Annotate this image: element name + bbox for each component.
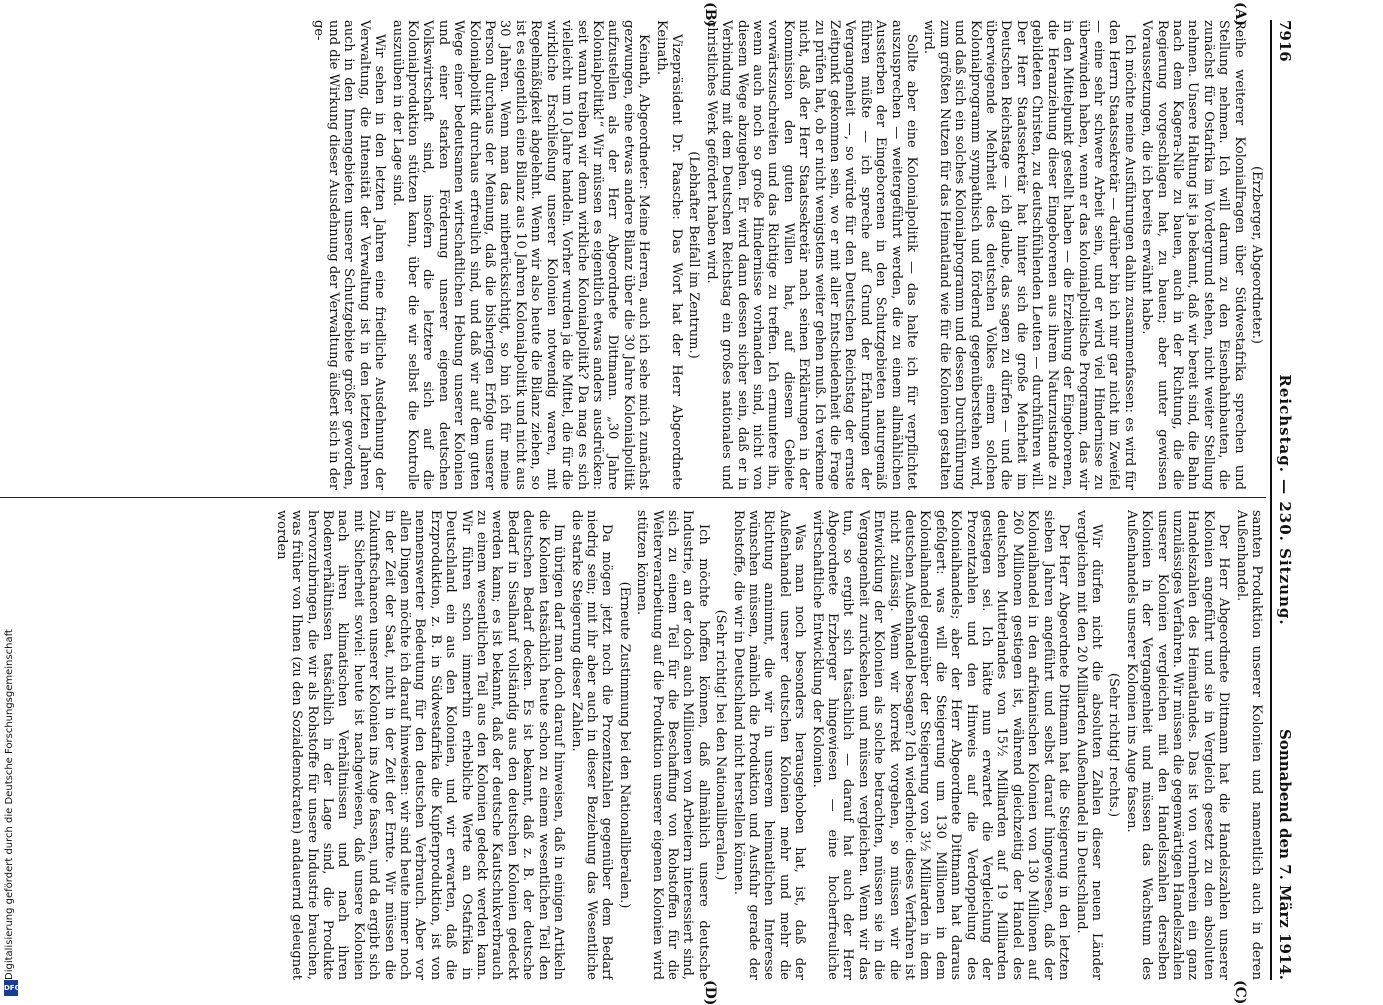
paragraph: samten Produktion unserer Kolonien und namentlich auch in deren Außenhandel. xyxy=(1233,510,1264,980)
paragraph: Da mögen jetzt noch die Prozentzahlen gegenüber dem Bedarf niedrig sein; mit ihr aber auch in dieser Beziehung das Wesentliche die starke Steigerung dieser Zahlen. xyxy=(568,510,615,980)
margin-marker-b: (B) xyxy=(702,2,718,28)
interjection: (Sehr richtig! bei den Nationalliberalen.) xyxy=(713,609,729,881)
paragraph: Was man noch besonders herausgehoben hat, ist, daß der Außenhandel unserer deutschen Kolonien mehr und mehr die Richtung annimmt, die wir in unserem heimatlichen Interesse wünschen müssen, nämlich die Produktion und Ausfuhr gerade der Rohstoffe, die wir in Deutschland nicht herstellen können. xyxy=(730,510,808,980)
paragraph: Sollte aber eine Kolonialpolitik — das halte ich für verpflichtet auszusprechen — weitergeführt werden, die zu einem allmählichen Aussterben der Eingeborenen in den Schutzgebieten naturgemäß führen müßte — ich spreche auf Grund der Erfahrungen der Vergangenheit —, so würde für den Deutschen Reichstag der ernste Zeitpunkt gekommen sein, wo er mit aller Entschiedenheit die Frage zu prüfen hat, ob er nicht wenigstens weiter gehen muß. Ich verkenne nicht, daß der Herr Staatssekretär nach seinen Erklärungen in der Kommission den guten Willen hat, auf diesem Gebiete vorwärtszuschreiten und das Richtige zu treffen. Ich ermuntere ihn, wenn auch noch so große Hindernisse vorhanden sind, nicht von diesem Wege abzugehen. Er wird dann dessen sicher sein, daß er in Verbindung mit dem Deutschen Reichstag ein großes nationales und christliches Werk gefördert haben wird. xyxy=(703,20,920,490)
session-date: Sonnabend den 7. März 1914. xyxy=(1276,729,1294,980)
interjection: (Erneute Zustimmung bei den Nationalliberalen.) xyxy=(616,581,632,909)
margin-marker-a: (A) xyxy=(1232,2,1248,27)
header-rule xyxy=(1270,20,1272,980)
margin-marker-d: (D) xyxy=(702,980,718,1005)
paragraph: Wir dürfen nicht die absoluten Zahlen dieser neuen Länder vergleichen mit den 20 Milliarden Außenhandel in Deutschland. xyxy=(1073,510,1104,980)
left-column xyxy=(9,20,1264,490)
paragraph: Der Herr Abgeordnete Dittmann hat die Handelszahlen unserer Kolonien angeführt und sie in Vergleich gesetzt zu den absoluten Handelszahlen des Heimatlandes. Das ist von vornherein ein ganz unzulässiges Verfahren. Wir müssen die gegenwärtigen Handelszahlen unserer Kolonien vergleichen mit den Handelszahlen derselben Kolonien in der Vergangenheit und müssen das Wachstum des Außenhandels unserer Kolonien ins Auge fassen. xyxy=(1123,510,1232,980)
digitization-footer xyxy=(4,600,20,998)
digitization-note: Digitalisierung gefördert durch die Deutsche Forschungsgemeinschaft xyxy=(4,629,15,980)
paragraph: Ich möchte meine Ausführungen dahin zusammenfassen: es wird für den Herrn Staatssekretär — darüber bin ich mir gar nicht im Zweifel — eine sehr schwere Arbeit sein, und er wird viel Hindernisse zu überwinden haben, wenn er das kolonialpolitische Programm, das wir in den Mittelpunkt gestellt haben — die Erziehung der Eingeborenen, die Heranziehung dieser Eingeborenen aus ihrem Naturzustande zu gebildeten Christen, zu deutschfühlenden Leuten — durchführen will. Der Herr Staatssekretär hat hinter sich die große Mehrheit im Deutschen Reichstage — ich glaube, das sagen zu dürfen — und die überwiegende Mehrheit des deutschen Volkes einem solchen Kolonialprogramm sympathisch und fördernd gegenüberstehen wird, und daß sich ein solches Kolonialprogramm und dessen Durchführung zum größten Nutzen für das Heimatland wie für die Kolonien gestalten wird. xyxy=(921,20,1137,490)
speaker-continuation: (Erzberger, Abgeordneter.) xyxy=(1249,166,1264,344)
paragraph: Keinath, Abgeordneter: Meine Herren, auch ich sehe mich zunächst gezwungen, eine etwas andere Bilanz über die 30 Jahre Kolonialpolitik aufzustellen als der Herr Abgeordnete Dittmann. „30 Jahre Kolonialpolitik!“ Wir müssen es eigentlich etwas anders ausdrücken: seit wann treiben wir denn wirkliche Kolonialpolitik? Da mag es sich vielleicht um 10 Jahre handeln. Vorher wurden ja die Mittel, die für die wirkliche Erschließung unserer Kolonien notwendig waren, mit Regelmäßigkeit abgelehnt. Wenn wir also heute die Bilanz ziehen, so ist es eigentlich eine Bilanz aus 10 Jahren Kolonialpolitik und nicht aus 30 Jahren. Wenn man das mitberücksichtigt, so bin ich für meine Person durchaus der Meinung, daß die bisherigen Erfolge unserer Kolonialpolitik durchaus erfreulich sind, und daß wir auf dem guten Wege einer bedeutsamen wirtschaftlichen Hebung unserer Kolonien und einer starken Förderung unserer eigenen deutschen Volkswirtschaft sind, insofern die letztere sich auf die Kolonialproduktion stützen kann, über die wir selbst die Kontrolle auszuüben in der Lage sind. xyxy=(389,20,652,490)
margin-marker-c: (C) xyxy=(1232,980,1248,1005)
page-header xyxy=(1270,20,1300,980)
dfg-logo: DFG xyxy=(4,980,18,996)
right-column xyxy=(9,510,1264,980)
paragraph: Reihe weiterer Kolonialfragen über Südwestafrika sprechen und Stellung nehmen. Ich will darum zu den Eisenbahnbauten, die zunächst für Ostafrika im Vordergrund stehen, nicht weiter Stellung nehmen. Unsere Haltung ist ja bekannt, daß wir bereit sind, die Bahn nach dem Kagera-Nile zu bauen, auch in der Richtung, die die Regierung vorgeschlagen hat, zu bauen; aber unter gewissen Voraussetzungen, die ich bereits erwähnt habe. xyxy=(1139,20,1247,490)
paragraph: Der Herr Abgeordnete Dittmann hat die Steigerung in den letzten sieben Jahren angeführt und selbst darauf hingewiesen, daß der Kolonialhandel in den afrikanischen Kolonien von 130 Millionen auf 260 Millionen gestiegen ist, während gleichzeitig der Handel des deutschen Mutterlandes von 15½ Milliarden auf 19 Milliarden gestiegen sei. Ich hätte nun erwartet die Vergleichung der Prozentzahlen und den Hinweis auf die Verdoppelung des Kolonialhandels; aber der Herr Abgeordnete Dittmann hat daraus gefolgert: was will die Steigerung um 130 Millionen in dem Kolonialhandel gegenüber der Steigerung von 3½ Milliarden in dem deutschen Außenhandel besagen? Ich wiederhole: dieses Verfahren ist nicht zulässig. Wenn wir korrekt vorgehen, so müssen wir die Entwicklung der Kolonien als solche betrachten, müssen sie in die Vergangenheit zurücksehen und müssen vergleichen. Wenn wir das tun, so ergibt sich tatsächlich — darauf hat auch der Herr Abgeordnete Erzberger hingewiesen — eine hocherfreuliche wirtschaftliche Entwicklung der Kolonien. xyxy=(809,510,1072,980)
paragraph: Im übrigen darf man doch darauf hinweisen, daß in einigen Artikeln die Kolonien tatsächlich heute schon zu einem wesentlichen Teil den deutschen Bedarf decken. Es ist bekannt, daß z. B. der deutsche Bedarf in Sisalhanf vollständig aus den deutschen Kolonien gedeckt werden kann; es ist bekannt, daß der deutsche Kautschukverbrauch zu einem wesentlichen Teil aus den Kolonien gedeckt werden kann. Wir führen schon immerhin erhebliche Werte an Ostafrika in Deutschland ein aus den Kolonien, und wir erwarten, daß die Erzproduktion, z. B. in Südwestafrika die Kupferproduktion, ist von nennenswerter Bedeutung für den deutschen Verbrauch. Aber vor allen Dingen möchte ich darauf hinweisen: wir sind heute immer noch in der Zeit der Saat, nicht in der Zeit der Ernte. Wir müssen die Zukunftschancen unserer Kolonien ins Auge fassen, und da ergibt sich mit Sicherheit soviel: heute ist nachgewiesen, daß unsere Kolonien nach ihren klimatischen Verhältnissen und nach ihren Bodenverhältnissen tatsächlich in der Lage sind, die Produkte hervorzubringen, die wir als Rohstoffe für unsere Industrie brauchen, was früher von Ihnen (zu den Sozialdemokraten) andauernd geleugnet worden xyxy=(273,510,567,980)
interjection: (Sehr richtig! rechts.) xyxy=(1106,672,1122,818)
column-divider xyxy=(0,497,1266,498)
page-title: Reichstag. — 230. Sitzung. xyxy=(1276,374,1294,626)
interjection: (Lebhafter Beifall im Zentrum.) xyxy=(686,151,702,359)
paragraph: Vizepräsident Dr. Paasche: Das Wort hat der Herr Abgeordnete Keinath. xyxy=(653,20,684,490)
page-number: 7916 xyxy=(1276,20,1294,62)
paragraph: Ich möchte hoffen können, daß allmählich unsere deutsche Industrie, an der doch auch Millionen von Arbeitern interessiert sind, sich zu einem Teil für die Beschaffung von Rohstoffen für die Weiterverarbeitung auf die Produktion unserer eigenen Kolonien wird stützen können. xyxy=(634,510,711,980)
paragraph: Wir sehen in den letzten Jahren eine friedliche Ausdehnung der Verwaltung, die Intensität der Verwaltung ist in den letzten Jahren auch in den Innengebieten unserer Schutzgebiete größer geworden, und die Wirkung dieser Ausdehnung der Verwaltung äußert sich in der ge- xyxy=(310,20,388,490)
